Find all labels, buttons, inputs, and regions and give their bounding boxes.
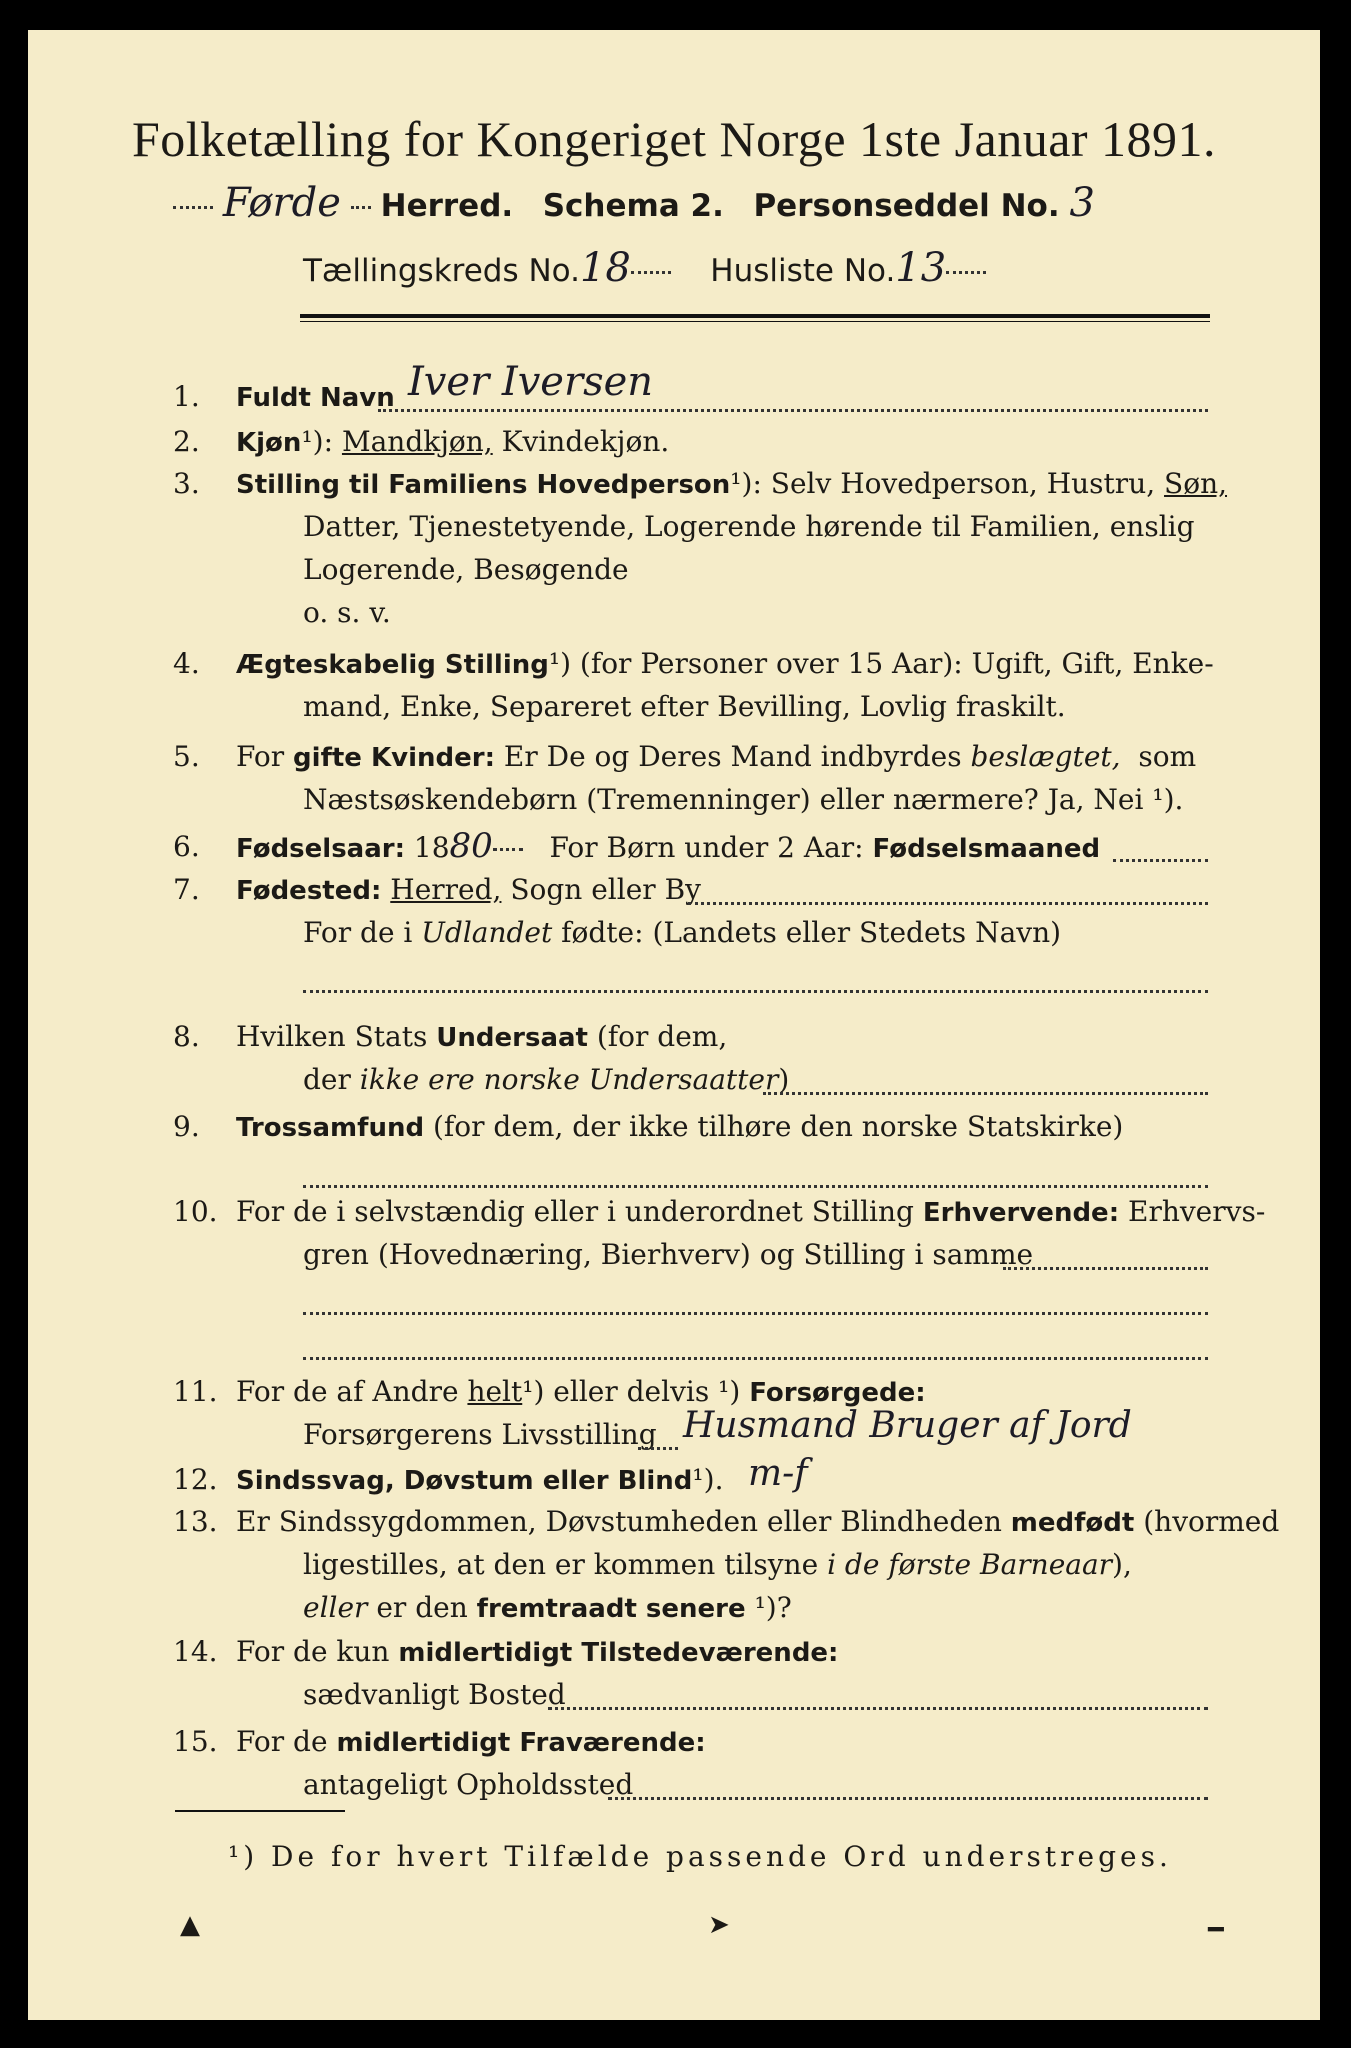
sex-option-male: Mandkjøn, — [341, 425, 493, 458]
personseddel-label: Personseddel No. — [753, 188, 1060, 224]
item-number: 7. — [173, 873, 200, 906]
birth-month-label: Fødselsmaaned — [872, 834, 1101, 864]
kreds-label: Tællingskreds No. — [303, 253, 580, 289]
herred-line — [173, 180, 1095, 226]
supported-label: Forsørgede: — [749, 1378, 926, 1408]
citizenship-label: Undersaat — [436, 1023, 588, 1053]
temporary-present-label: midlertidigt Tilstedeværende: — [398, 1638, 839, 1668]
form-title: Folketælling for Kongeriget Norge 1ste Januar 1891. — [131, 111, 1217, 167]
item-number: 12. — [173, 1463, 218, 1496]
marital-label: Ægteskabelig Stilling — [236, 650, 549, 680]
sex-option-female: Kvindekjøn. — [501, 425, 670, 458]
supporter-occupation-value: Husmand Bruger af Jord — [683, 1405, 1132, 1446]
census-form: Folketælling for Kongeriget Norge 1ste Januar 1891. Førde Herred. Schema 2. Personseddel No. 3 Tællingskreds No.18 Husliste No.13 1. Fuldt Navn Iver Iversen 2. Kjøn¹): Mandkjøn, Kvindekjøn. 3. Stilling til Familiens Hovedperson¹): Selv Hovedperson, Hustru, Søn, Datter, Tjenestetyende, Logerende hørende til Familien, enslig Logerende, Besøgende o. s. v. 4. Ægteskabelig Stilling¹) (for Personer over 15 Aar): Ugift, Gift, Enke- mand, Enke, Separeret efter Bevilling, Lovlig fraskilt. 5. For gifte Kvinder: Er De og Deres Mand indbyrdes beslægtet, som Næstsøskendebørn (Tremenninger) eller nærmere? Ja, Nei ¹). 6. Fødselsaar: 1880 For Børn under 2 Aar: Fødselsmaaned 7. Fødested: Herred, Sogn eller By For de i Udlandet fødte: (Landets eller Stedets Navn) 8. Hvilken Stats Undersaat (for dem, der ikke ere norske Undersaatter) 9. Trossamfund (for dem, der ikke tilhøre den norske Statskirke) 10. For de i selvstændig eller i underordnet Stilling Erhvervende: Erhvervs- gren (Hovednæring, Bierhverv) og Stilling i samme 11. For de af Andre helt¹) eller delvis ¹) Forsørgede: Forsørgerens Livsstilling Husmand Bruger af Jord 12. Sindssvag, Døvstum eller Blind¹). m-f 13. Er Sindssygdommen, Døvstumheden eller Blindheden medfødt (hvormed ligestilles, at den er kommen tilsyne i de første Barneaar), eller er den fremtraadt senere ¹)? 14. For de kun midlertidigt Tilstedeværende: sædvanligt Bosted 15. For de midlertidigt Fraværende: antageligt Opholdssted ¹) De for hvert Tilfælde passende Ord understreges. ▲ ➤ ━ — [28, 30, 1320, 2020]
married-women-label: gifte Kvinder: — [293, 743, 495, 773]
option-helt: helt — [467, 1375, 523, 1408]
disability-value: m-f — [748, 1453, 808, 1494]
item-number: 2. — [173, 425, 200, 458]
item-number: 13. — [173, 1505, 218, 1538]
schema-label: Schema 2. — [542, 188, 724, 224]
footnote: ¹) De for hvert Tilfælde passende Ord understreges. — [228, 1840, 1172, 1873]
header-rule — [300, 314, 1210, 318]
option-herred: Herred, — [390, 873, 502, 906]
footnote-rule — [175, 1810, 345, 1812]
religion-label: Trossamfund — [236, 1113, 425, 1143]
item-number: 15. — [173, 1725, 218, 1758]
fill-line — [378, 409, 1208, 412]
header-rule-thin — [300, 321, 1210, 322]
right-mark-icon: ━ — [1208, 1915, 1224, 1945]
item-number: 11. — [173, 1375, 218, 1408]
corner-mark-icon: ▲ — [180, 1910, 200, 1940]
sex-label: Kjøn — [236, 428, 302, 458]
item-number: 3. — [173, 467, 200, 500]
husliste-value: 13 — [895, 245, 947, 291]
item-number: 5. — [173, 740, 200, 773]
kreds-value: 18 — [579, 245, 631, 291]
birth-year-value: 80 — [449, 826, 493, 866]
congenital-label: medfødt — [1010, 1508, 1135, 1538]
item-number: 1. — [173, 380, 200, 413]
occupation-label: Erhvervende: — [922, 1198, 1120, 1228]
husliste-label: Husliste No. — [710, 253, 896, 289]
item-number: 10. — [173, 1195, 218, 1228]
item-number: 4. — [173, 647, 200, 680]
item-number: 14. — [173, 1635, 218, 1668]
option-son: Søn, — [1164, 467, 1228, 500]
sup-text: ¹): — [301, 425, 334, 458]
item-number: 6. — [173, 830, 200, 863]
birth-year-label: Fødselsaar: — [236, 834, 405, 864]
family-position-label: Stilling til Familiens Hovedperson — [236, 470, 731, 500]
birthplace-label: Fødested: — [236, 876, 382, 906]
kreds-line — [303, 245, 986, 291]
herred-label: Herred. — [380, 188, 514, 224]
disability-label: Sindssvag, Døvstum eller Blind — [236, 1466, 693, 1496]
center-mark-icon: ➤ — [708, 1910, 730, 1940]
full-name-label: Fuldt Navn — [236, 383, 395, 413]
item-number: 9. — [173, 1110, 200, 1143]
temporary-absent-label: midlertidigt Fraværende: — [336, 1728, 706, 1758]
full-name-value: Iver Iversen — [408, 359, 654, 405]
herred-value: Førde — [222, 180, 341, 226]
personseddel-value: 3 — [1069, 180, 1095, 226]
item-number: 8. — [173, 1020, 200, 1053]
